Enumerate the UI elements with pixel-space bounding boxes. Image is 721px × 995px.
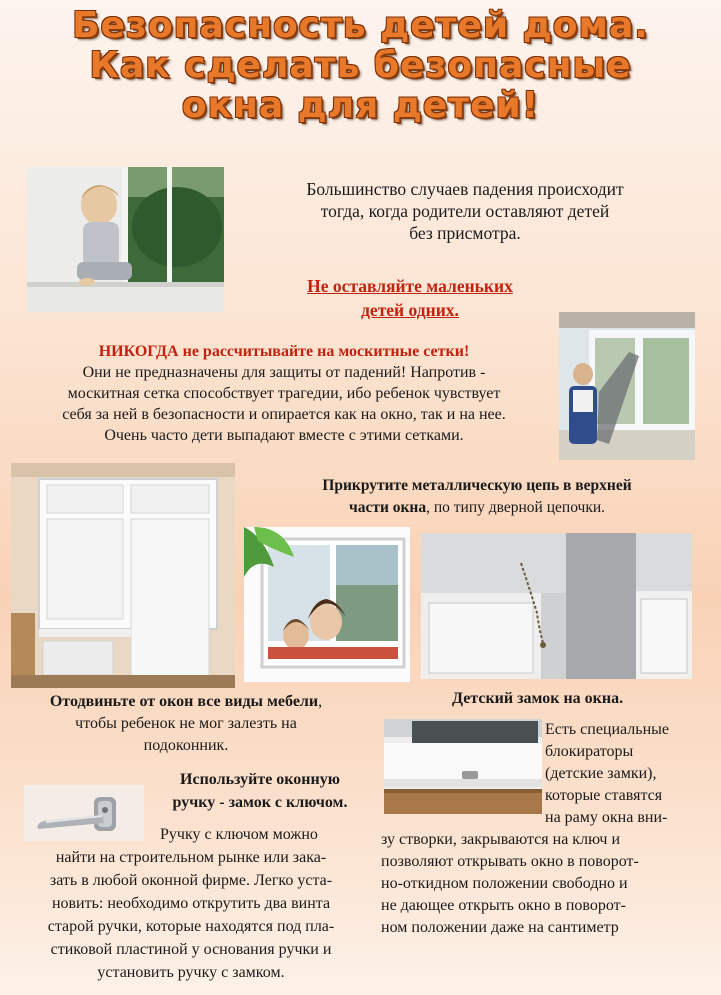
photo-child-at-window bbox=[27, 167, 224, 312]
furniture-paragraph bbox=[8, 691, 364, 757]
handle-line-7: установить ручку с замком. bbox=[97, 964, 285, 981]
handle-line-2: найти на строительном рынке или зака- bbox=[55, 849, 327, 866]
photo-window-chain bbox=[421, 533, 692, 679]
lock-line-2: блокираторы bbox=[545, 743, 634, 760]
warning-text bbox=[250, 274, 570, 322]
nets-line-3: себя за ней в безопасности и опирается как на окно, так и на нее. bbox=[62, 406, 506, 423]
furniture-line-2: чтобы ребенок не мог залезть на bbox=[75, 715, 297, 732]
lock-paragraph-top bbox=[545, 719, 695, 829]
title-line-2: Как сделать безопасные bbox=[89, 45, 632, 86]
title-line-3: окна для детей! bbox=[181, 85, 540, 126]
chain-line-1: Прикрутите металлическую цепь в верхней bbox=[322, 477, 632, 494]
nets-heading: НИКОГДА не рассчитывайте на москитные сетки! bbox=[98, 343, 470, 360]
warning-line-1: Не оставляйте маленьких bbox=[307, 276, 513, 296]
furniture-line-1 bbox=[8, 691, 364, 713]
lock-line-1: Есть специальные bbox=[545, 721, 669, 738]
handle-line-1: Ручку с ключом можно bbox=[160, 826, 318, 843]
photo-mosquito-net bbox=[559, 312, 695, 460]
handle-heading-1: Используйте оконную bbox=[180, 771, 340, 788]
chain-rest: , по типу дверной цепочки. bbox=[426, 499, 606, 516]
photo-window-lock bbox=[384, 719, 542, 814]
lock-line-10: ном положении даже на сантиметр bbox=[381, 919, 619, 936]
lock-paragraph-bottom bbox=[381, 829, 701, 939]
chain-paragraph bbox=[262, 475, 692, 519]
handle-line-5: старой ручки, которые находятся под пла- bbox=[47, 918, 335, 935]
handle-line-6: стиковой пластиной у основания ручки и bbox=[50, 941, 332, 958]
title-line-1: Безопасность детей дома. bbox=[72, 5, 649, 46]
page-title bbox=[0, 6, 721, 126]
handle-line-3: зать в любой оконной фирме. Легко уста- bbox=[49, 872, 333, 889]
photo-mother-child-window bbox=[244, 527, 410, 682]
furniture-bold: Отодвиньте от окон все виды мебели bbox=[49, 693, 319, 710]
lock-line-3: (детские замки), bbox=[545, 765, 657, 782]
nets-line-4: Очень часто дети выпадают вместе с этими сетками. bbox=[104, 427, 464, 444]
lock-line-8: но-откидном положении свободно и bbox=[381, 875, 628, 892]
chain-bold-part: части окна bbox=[348, 499, 427, 516]
photo-window-handle bbox=[24, 785, 144, 841]
handle-heading-2: ручку - замок с ключом. bbox=[172, 794, 348, 811]
lock-line-4: которые ставятся bbox=[545, 787, 663, 804]
lock-line-6: зу створки, закрываются на ключ и bbox=[381, 831, 621, 848]
nets-line-1: Они не предназначены для защиты от падений! Напротив - bbox=[82, 364, 486, 381]
lock-heading: Детский замок на окна. bbox=[452, 690, 624, 707]
handle-line-4: новить: необходимо открутить два винта bbox=[51, 895, 331, 912]
photo-balcony-door bbox=[11, 463, 235, 688]
intro-line-3: без присмотра. bbox=[409, 223, 521, 243]
handle-paragraph-top bbox=[160, 824, 380, 846]
warning-line-2: детей одних. bbox=[361, 300, 459, 320]
nets-paragraph bbox=[8, 341, 560, 446]
furniture-line-3: подоконник. bbox=[143, 737, 229, 754]
intro-line-2: тогда, когда родители оставляют детей bbox=[320, 201, 610, 221]
nets-line-2: москитная сетка способствует трагедии, ибо ребенок чувствует bbox=[67, 385, 501, 402]
handle-heading bbox=[150, 768, 370, 814]
lock-line-5: на раму окна вни- bbox=[545, 809, 668, 826]
intro-paragraph bbox=[240, 178, 690, 244]
intro-line-1: Большинство случаев падения происходит bbox=[306, 179, 624, 199]
furniture-comma: , bbox=[318, 693, 323, 710]
lock-line-9: не дающее открыть окно в поворот- bbox=[381, 897, 626, 914]
handle-paragraph-bottom bbox=[6, 846, 376, 984]
chain-line-2 bbox=[262, 497, 692, 519]
lock-line-7: позволяют открывать окно в поворот- bbox=[381, 853, 639, 870]
